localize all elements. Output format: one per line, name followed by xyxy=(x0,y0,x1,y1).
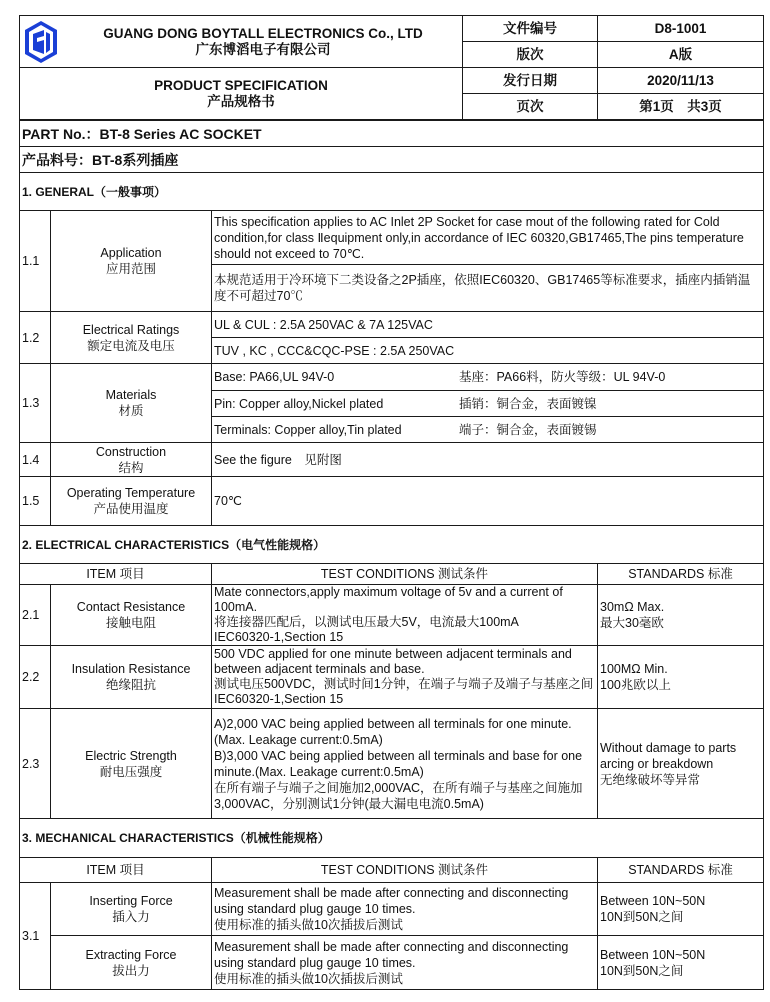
item-content: See the figure 见附图 xyxy=(212,443,764,477)
field-label: 发行日期 xyxy=(463,68,598,94)
col-item: ITEM 项目 xyxy=(20,858,212,883)
item-no: 2.1 xyxy=(20,585,51,646)
company-name-en: GUANG DONG BOYTALL ELECTRONICS Co., LTD xyxy=(103,25,423,41)
material-row: Base: PA66,UL 94V-0 基座：PA66料，防火等级：UL 94V-0 xyxy=(212,364,764,391)
standard: Between 10N~50N 10N到50N之间 xyxy=(598,936,764,990)
field-value: 2020/11/13 xyxy=(598,68,764,94)
part-number-cn: 产品料号：BT-8系列插座 xyxy=(20,147,764,173)
standard: Without damage to parts arcing or breakdown 无绝缘破坏等异常 xyxy=(598,709,764,819)
doc-title-en: PRODUCT SPECIFICATION xyxy=(154,77,328,93)
item-no: 1.1 xyxy=(20,211,51,312)
test-conditions: Measurement shall be made after connecting and disconnecting using standard plug gauge 10 times. 使用标准的插头做10次插拔后测试 xyxy=(212,936,598,990)
header-table xyxy=(19,15,764,120)
col-test: TEST CONDITIONS 测试条件 xyxy=(212,858,598,883)
col-item: ITEM 项目 xyxy=(20,564,212,585)
item-name: Extracting Force 拔出力 xyxy=(51,936,212,990)
doc-title-cn: 产品规格书 xyxy=(207,93,275,109)
item-name: Operating Temperature 产品使用温度 xyxy=(51,477,212,526)
item-no: 1.3 xyxy=(20,364,51,443)
item-name: Contact Resistance 接触电阻 xyxy=(51,585,212,646)
test-conditions: 500 VDC applied for one minute between adjacent terminals and between adjacent terminals and base. 测试电压500VDC，测试时间1分钟，在端子与端子及端子与基座之间 IEC60320-1,Section 15 xyxy=(212,646,598,709)
field-label: 文件编号 xyxy=(463,16,598,42)
test-conditions: A)2,000 VAC being applied between all terminals for one minute.(Max. Leakage current:0.5mA) B)3,000 VAC being applied between all terminals and base for one minute.(Max. Leakage current:0.5mA) 在所有端子与端子之间施加2,000VAC，在所有端子与基座之间施加3,000VAC，分别测试1分钟(最大漏电电流0.5mA) xyxy=(212,709,598,819)
item-content: TUV , KC , CCC&CQC-PSE : 2.5A 250VAC xyxy=(212,338,764,364)
item-no: 1.4 xyxy=(20,443,51,477)
col-std: STANDARDS 标准 xyxy=(598,564,764,585)
doc-title-cell xyxy=(20,68,463,120)
item-content: This specification applies to AC Inlet 2P Socket for case mout of the following rated for Cold condition,for class Ⅱequipment only,in accordance of IEC 60320,GB17465,The pins temperature should not exceed to 70℃. xyxy=(212,211,764,265)
section-electrical-title: 2. ELECTRICAL CHARACTERISTICS（电气性能规格） xyxy=(20,526,764,564)
item-no: 3.1 xyxy=(20,883,51,990)
item-name: Construction 结构 xyxy=(51,443,212,477)
field-value: A版 xyxy=(598,42,764,68)
section-general-title: 1. GENERAL（一般事项） xyxy=(20,173,764,211)
company-logo xyxy=(24,20,58,64)
item-name: Electrical Ratings 额定电流及电压 xyxy=(51,312,212,364)
field-label: 页次 xyxy=(463,94,598,120)
item-no: 2.2 xyxy=(20,646,51,709)
item-name: Inserting Force 插入力 xyxy=(51,883,212,936)
section-mechanical-title: 3. MECHANICAL CHARACTERISTICS（机械性能规格） xyxy=(20,819,764,858)
test-conditions: Measurement shall be made after connecting and disconnecting using standard plug gauge 10 times. 使用标准的插头做10次插拔后测试 xyxy=(212,883,598,936)
item-no: 1.5 xyxy=(20,477,51,526)
item-no: 2.3 xyxy=(20,709,51,819)
field-value: 第1页 共3页 xyxy=(598,94,764,120)
spec-table xyxy=(19,120,764,990)
item-no: 1.2 xyxy=(20,312,51,364)
item-name: Application 应用范围 xyxy=(51,211,212,312)
item-name: Materials 材质 xyxy=(51,364,212,443)
col-std: STANDARDS 标准 xyxy=(598,858,764,883)
item-name: Insulation Resistance 绝缘阻抗 xyxy=(51,646,212,709)
standard: Between 10N~50N 10N到50N之间 xyxy=(598,883,764,936)
standard: 30mΩ Max. 最大30毫欧 xyxy=(598,585,764,646)
company-name-cn: 广东博滔电子有限公司 xyxy=(195,41,331,57)
item-content: UL & CUL : 2.5A 250VAC & 7A 125VAC xyxy=(212,312,764,338)
part-number: PART No.：BT-8 Series AC SOCKET xyxy=(20,121,764,147)
test-conditions: Mate connectors,apply maximum voltage of 5v and a current of 100mA. 将连接器匹配后，以测试电压最大5V，电流最大100mA IEC60320-1,Section 15 xyxy=(212,585,598,646)
field-value: D8-1001 xyxy=(598,16,764,42)
standard: 100MΩ Min. 100兆欧以上 xyxy=(598,646,764,709)
material-row: Terminals: Copper alloy,Tin plated 端子：铜合金，表面镀锡 xyxy=(212,417,764,443)
field-label: 版次 xyxy=(463,42,598,68)
item-name: Electric Strength 耐电压强度 xyxy=(51,709,212,819)
col-test: TEST CONDITIONS 测试条件 xyxy=(212,564,598,585)
company-cell xyxy=(20,16,463,68)
item-content: 本规范适用于冷环境下二类设备之2P插座，依照IEC60320、GB17465等标准要求，插座内插销温度不可超过70℃ xyxy=(212,265,764,312)
material-row: Pin: Copper alloy,Nickel plated 插销：铜合金，表面镀镍 xyxy=(212,391,764,417)
item-content: 70℃ xyxy=(212,477,764,526)
